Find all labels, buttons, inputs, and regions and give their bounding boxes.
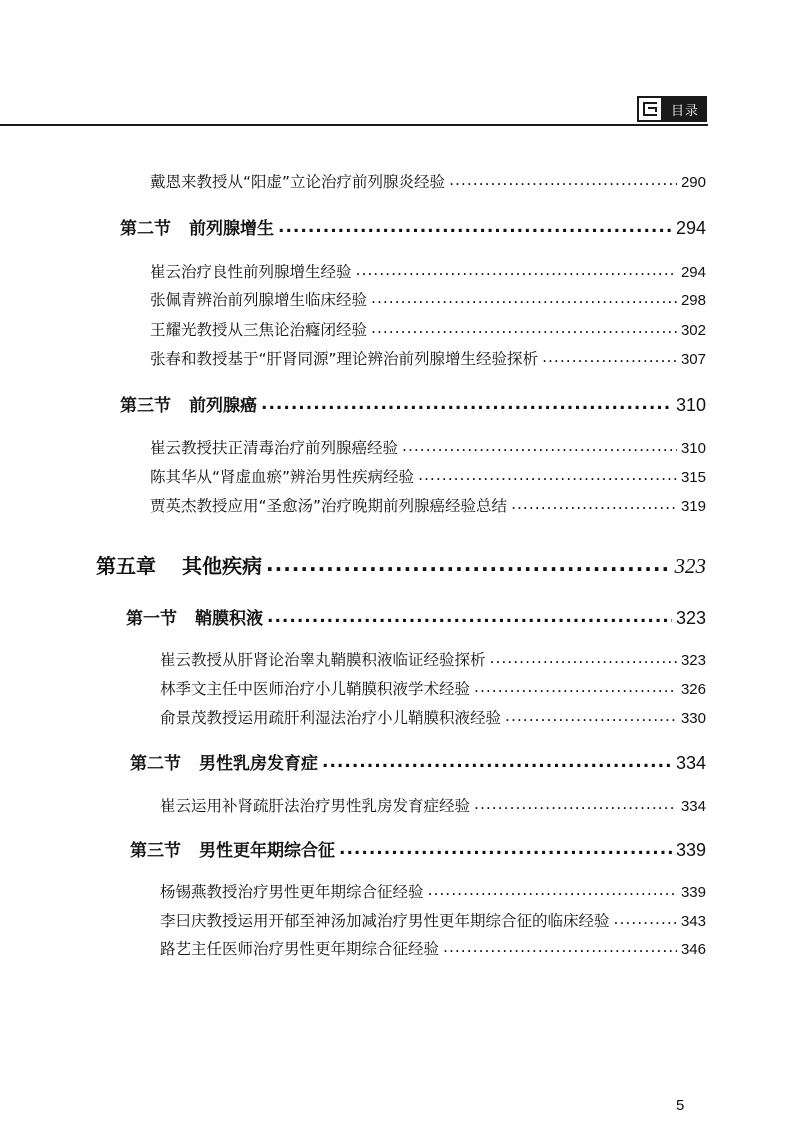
section-number: 第三节	[130, 841, 181, 861]
leader-dots	[490, 650, 677, 666]
toc-entry[interactable]	[160, 648, 706, 670]
leader-dots	[261, 394, 672, 411]
fret-pattern-icon	[637, 96, 663, 122]
toc-entry-page: 326	[680, 681, 706, 698]
leader-dots	[418, 467, 677, 483]
section-number: 第一节	[126, 609, 177, 629]
toc-entry[interactable]	[150, 347, 706, 369]
toc-entry-title: 戴恩来教授从“阳虚”立论治疗前列腺炎经验	[150, 173, 446, 191]
toc-entry-page: 294	[680, 264, 706, 281]
page-number: 5	[676, 1097, 685, 1114]
leader-dots	[322, 752, 672, 769]
toc-entry-title: 王耀光教授从三焦论治癃闭经验	[150, 321, 368, 339]
leader-dots	[402, 438, 677, 454]
toc-entry[interactable]	[150, 260, 706, 282]
section-number: 第三节	[120, 396, 171, 416]
toc-entry[interactable]	[160, 794, 706, 816]
toc-entry-title: 崔云教授从肝肾论治睾丸鞘膜积液临证经验探析	[160, 651, 486, 669]
leader-dots	[474, 679, 677, 695]
toc-entry-page: 339	[680, 884, 706, 901]
toc-entry-title: 林季文主任中医师治疗小儿鞘膜积液学术经验	[160, 680, 471, 698]
toc-entry-page: 302	[680, 322, 706, 339]
toc-entry-title: 路艺主任医师治疗男性更年期综合征经验	[160, 940, 440, 958]
toc-entry[interactable]	[160, 909, 706, 931]
leader-dots	[371, 290, 677, 306]
toc-section[interactable]	[130, 749, 706, 774]
toc-entry[interactable]	[150, 288, 706, 310]
leader-dots	[339, 839, 672, 856]
toc-entry-title: 崔云运用补肾疏肝法治疗男性乳房发育症经验	[160, 797, 471, 815]
chapter-page: 323	[674, 554, 706, 578]
leader-dots	[614, 911, 677, 927]
toc-entry-page: 343	[680, 913, 706, 930]
toc-entry-page: 319	[680, 498, 706, 515]
toc-section[interactable]	[120, 214, 706, 239]
chapter-number: 第五章	[96, 554, 156, 578]
leader-dots	[443, 939, 677, 955]
toc-entry-page: 330	[680, 710, 706, 727]
toc-section[interactable]	[130, 836, 706, 861]
section-title: 男性乳房发育症	[199, 754, 318, 774]
toc-entry[interactable]	[160, 706, 706, 728]
toc-entry[interactable]	[160, 880, 706, 902]
toc-entry-title: 崔云治疗良性前列腺增生经验	[150, 263, 352, 281]
section-page: 294	[675, 218, 706, 238]
toc-section[interactable]	[126, 604, 706, 629]
toc-entry-title: 崔云教授扶正清毒治疗前列腺癌经验	[150, 439, 399, 457]
leader-dots	[542, 349, 677, 365]
toc-entry[interactable]	[150, 170, 706, 192]
chapter-title: 其他疾病	[182, 554, 262, 578]
toc-entry[interactable]	[150, 436, 706, 458]
toc-entry-page: 315	[680, 469, 706, 486]
header-badge	[637, 96, 707, 122]
header-badge-label: 目录	[663, 96, 707, 122]
leader-dots	[511, 496, 677, 512]
toc-entry-title: 贾英杰教授应用“圣愈汤”治疗晚期前列腺癌经验总结	[150, 497, 508, 515]
toc-entry-page: 346	[680, 941, 706, 958]
toc-entry[interactable]	[150, 494, 706, 516]
toc-entry[interactable]	[160, 937, 706, 959]
section-number: 第二节	[130, 754, 181, 774]
header-rule	[0, 124, 708, 126]
leader-dots	[474, 796, 677, 812]
toc-entry-page: 334	[680, 798, 706, 815]
toc-entry-title: 李曰庆教授运用开郁至神汤加减治疗男性更年期综合征的临床经验	[160, 912, 610, 930]
toc-entry-title: 陈其华从“肾虚血瘀”辨治男性疾病经验	[150, 468, 415, 486]
toc-entry-title: 张春和教授基于“肝肾同源”理论辨治前列腺增生经验探析	[150, 350, 539, 368]
leader-dots	[356, 262, 677, 278]
toc-entry-title: 杨锡燕教授治疗男性更年期综合征经验	[160, 883, 424, 901]
toc-entry-title: 俞景茂教授运用疏肝利湿法治疗小儿鞘膜积液经验	[160, 709, 502, 727]
toc-entry-page: 298	[680, 292, 706, 309]
leader-dots	[449, 172, 677, 188]
section-page: 323	[675, 608, 706, 628]
leader-dots	[267, 607, 672, 624]
toc-section[interactable]	[120, 391, 706, 416]
leader-dots	[278, 217, 672, 234]
section-title: 男性更年期综合征	[199, 841, 335, 861]
section-number: 第二节	[120, 219, 171, 239]
toc-entry[interactable]	[160, 677, 706, 699]
leader-dots	[505, 708, 677, 724]
toc-entry-page: 307	[680, 351, 706, 368]
toc-entry-page: 290	[680, 174, 706, 191]
toc-entry-page: 323	[680, 652, 706, 669]
section-title: 鞘膜积液	[195, 609, 263, 629]
section-title: 前列腺增生	[189, 219, 274, 239]
section-page: 339	[675, 840, 706, 860]
leader-dots	[266, 553, 671, 573]
leader-dots	[371, 320, 677, 336]
section-page: 310	[675, 395, 706, 415]
section-title: 前列腺癌	[189, 396, 257, 416]
toc-chapter[interactable]	[96, 550, 706, 579]
toc-entry-title: 张佩青辨治前列腺增生临床经验	[150, 291, 368, 309]
toc-entry[interactable]	[150, 465, 706, 487]
toc-entry[interactable]	[150, 318, 706, 340]
section-page: 334	[675, 753, 706, 773]
leader-dots	[428, 882, 677, 898]
toc-entry-page: 310	[680, 440, 706, 457]
